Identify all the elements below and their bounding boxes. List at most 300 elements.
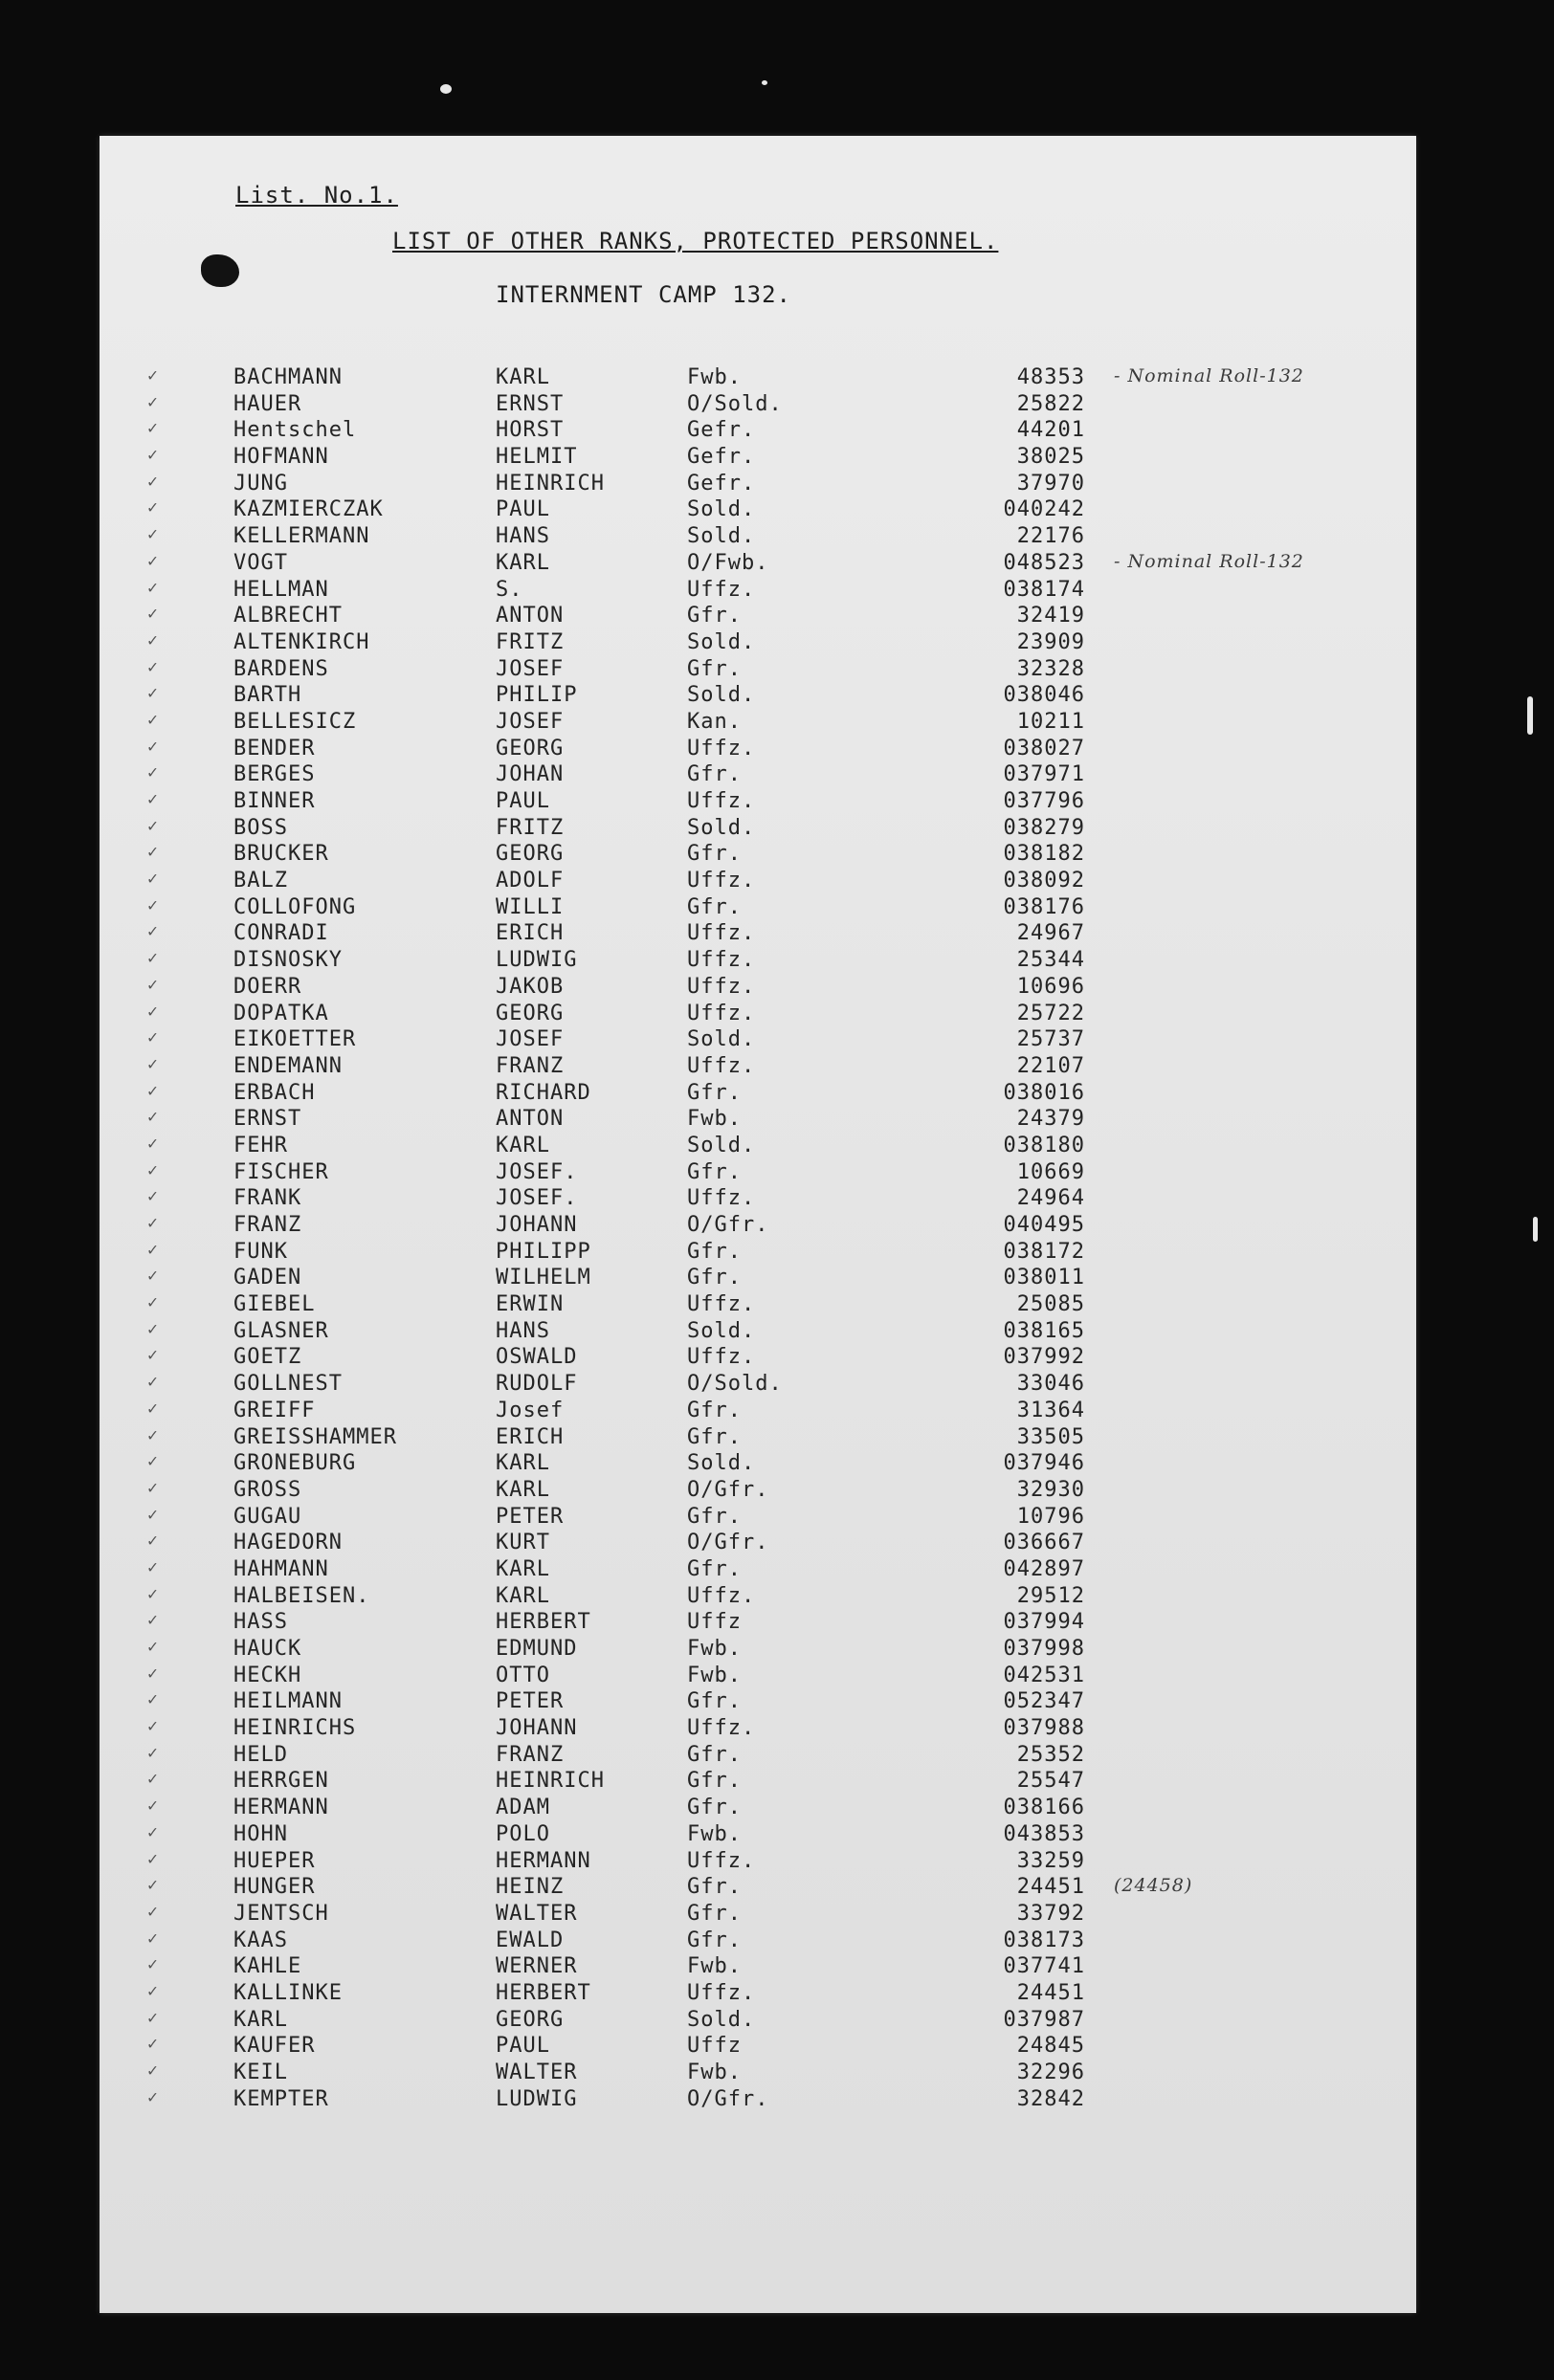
given-name: JOHAN [496, 762, 565, 787]
list-item [100, 418, 1416, 445]
surname: Hentschel [233, 418, 357, 443]
ink-blot [201, 254, 239, 287]
given-name: JOSEF. [496, 1159, 578, 1184]
list-item [100, 630, 1416, 657]
surname: BERGES [233, 762, 316, 787]
service-number: 037971 [1003, 762, 1085, 787]
given-name: HEINZ [496, 1875, 565, 1900]
given-name: ADAM [496, 1796, 550, 1820]
rank: Gfr. [687, 842, 742, 867]
given-name: ERICH [496, 921, 565, 946]
list-item [100, 1822, 1416, 1849]
given-name: KARL [496, 1451, 550, 1476]
given-name: LUDWIG [496, 2086, 578, 2111]
given-name: ANTON [496, 1107, 565, 1132]
list-item [100, 1451, 1416, 1478]
check-mark-icon: ✓ [147, 524, 159, 545]
service-number: 10211 [1016, 709, 1085, 734]
service-number: 037987 [1003, 2007, 1085, 2032]
surname: KALLINKE [233, 1980, 343, 2005]
surname: GROSS [233, 1477, 302, 1502]
rank: Fwb. [687, 1107, 742, 1132]
rank: Gfr. [687, 656, 742, 681]
check-mark-icon: ✓ [147, 471, 159, 492]
service-number: 037796 [1003, 789, 1085, 813]
check-mark-icon: ✓ [147, 921, 159, 942]
list-item [100, 657, 1416, 684]
given-name: JOSEF [496, 656, 565, 681]
rank: Gfr. [687, 762, 742, 787]
rank: Sold. [687, 815, 756, 840]
given-name: JOSEF. [496, 1186, 578, 1211]
given-name: HEINRICH [496, 471, 605, 496]
list-item [100, 1213, 1416, 1240]
list-item [100, 1319, 1416, 1346]
list-item [100, 789, 1416, 816]
rank: O/Sold. [687, 391, 783, 416]
list-item [100, 1584, 1416, 1611]
given-name: HORST [496, 418, 565, 443]
service-number: 038174 [1003, 577, 1085, 602]
service-number: 31364 [1016, 1398, 1085, 1422]
list-item [100, 762, 1416, 789]
check-mark-icon: ✓ [147, 1796, 159, 1817]
service-number: 10696 [1016, 974, 1085, 999]
rank: Fwb. [687, 2060, 742, 2084]
rank: Gfr. [687, 1398, 742, 1422]
service-number: 25352 [1016, 1742, 1085, 1767]
rank: Fwb. [687, 1954, 742, 1979]
check-mark-icon: ✓ [147, 2086, 159, 2107]
rank: Fwb. [687, 365, 742, 389]
service-number: 043853 [1003, 1821, 1085, 1846]
list-item [100, 365, 1416, 392]
document-subtitle: INTERNMENT CAMP 132. [496, 281, 791, 308]
surname: HUEPER [233, 1848, 316, 1873]
surname: FISCHER [233, 1159, 329, 1184]
check-mark-icon: ✓ [147, 497, 159, 518]
given-name: Josef [496, 1398, 565, 1422]
rank: Fwb. [687, 1821, 742, 1846]
rank: Uffz. [687, 736, 756, 760]
check-mark-icon: ✓ [147, 1556, 159, 1577]
given-name: GEORG [496, 1001, 565, 1025]
check-mark-icon: ✓ [147, 1372, 159, 1393]
service-number: 33505 [1016, 1424, 1085, 1449]
check-mark-icon: ✓ [147, 709, 159, 730]
list-item [100, 975, 1416, 1002]
surname: KAHLE [233, 1954, 302, 1979]
given-name: GEORG [496, 842, 565, 867]
rank: Gfr. [687, 1769, 742, 1794]
surname: BINNER [233, 789, 316, 813]
surname: HECKH [233, 1663, 302, 1687]
surname: HEINRICHS [233, 1716, 357, 1741]
check-mark-icon: ✓ [147, 974, 159, 995]
check-mark-icon: ✓ [147, 604, 159, 625]
rank: Kan. [687, 709, 742, 734]
service-number: 038165 [1003, 1318, 1085, 1343]
given-name: HERBERT [496, 1980, 591, 2005]
surname: JENTSCH [233, 1901, 329, 1926]
list-item [100, 472, 1416, 498]
given-name: RICHARD [496, 1080, 591, 1105]
service-number: 037946 [1003, 1451, 1085, 1476]
given-name: HANS [496, 1318, 550, 1343]
check-mark-icon: ✓ [147, 577, 159, 598]
check-mark-icon: ✓ [147, 1875, 159, 1896]
service-number: 038166 [1003, 1796, 1085, 1820]
service-number: 038011 [1003, 1266, 1085, 1290]
check-mark-icon: ✓ [147, 1053, 159, 1074]
rank: Uffz. [687, 1345, 756, 1370]
check-mark-icon: ✓ [147, 1742, 159, 1763]
surname: DOERR [233, 974, 302, 999]
given-name: GEORG [496, 736, 565, 760]
rank: O/Fwb. [687, 550, 769, 575]
surname: FUNK [233, 1239, 288, 1264]
service-number: 037988 [1003, 1716, 1085, 1741]
list-item [100, 1689, 1416, 1716]
given-name: PHILIPP [496, 1239, 591, 1264]
document-title: LIST OF OTHER RANKS, PROTECTED PERSONNEL. [392, 228, 999, 254]
rank: Sold. [687, 1027, 756, 1052]
list-item [100, 1637, 1416, 1664]
rank: Uffz. [687, 577, 756, 602]
surname: DOPATKA [233, 1001, 329, 1025]
rank: Fwb. [687, 1663, 742, 1687]
service-number: 25722 [1016, 1001, 1085, 1025]
service-number: 10796 [1016, 1504, 1085, 1529]
given-name: PHILIP [496, 683, 578, 708]
given-name: ERWIN [496, 1292, 565, 1317]
given-name: PAUL [496, 497, 550, 522]
given-name: WALTER [496, 1901, 578, 1926]
service-number: 32842 [1016, 2086, 1085, 2111]
given-name: KARL [496, 550, 550, 575]
list-number: List. No.1. [235, 182, 398, 209]
given-name: KARL [496, 1477, 550, 1502]
rank: Uffz. [687, 1980, 756, 2005]
surname: GOETZ [233, 1345, 302, 1370]
given-name: KARL [496, 1583, 550, 1608]
surname: JUNG [233, 471, 288, 496]
surname: HASS [233, 1610, 288, 1635]
service-number: 48353 [1016, 365, 1085, 389]
check-mark-icon: ✓ [147, 948, 159, 969]
service-number: 22176 [1016, 524, 1085, 549]
check-mark-icon: ✓ [147, 1239, 159, 1260]
list-item [100, 524, 1416, 551]
given-name: WILHELM [496, 1266, 591, 1290]
list-item [100, 1107, 1416, 1134]
given-name: HANS [496, 524, 550, 549]
check-mark-icon: ✓ [147, 1980, 159, 2001]
list-item [100, 1557, 1416, 1584]
rank: Uffz. [687, 921, 756, 946]
check-mark-icon: ✓ [147, 2034, 159, 2055]
rank: Sold. [687, 629, 756, 654]
given-name: ANTON [496, 604, 565, 628]
service-number: 24967 [1016, 921, 1085, 946]
list-item [100, 1505, 1416, 1532]
list-item [100, 2008, 1416, 2035]
list-item [100, 1266, 1416, 1292]
check-mark-icon: ✓ [147, 1027, 159, 1048]
given-name: HERMANN [496, 1848, 591, 1873]
list-item [100, 1345, 1416, 1372]
list-item [100, 842, 1416, 869]
rank: O/Gfr. [687, 1477, 769, 1502]
rank: Sold. [687, 524, 756, 549]
list-item [100, 1531, 1416, 1557]
given-name: FRITZ [496, 815, 565, 840]
rank: O/Gfr. [687, 1213, 769, 1237]
surname: HELD [233, 1742, 288, 1767]
check-mark-icon: ✓ [147, 762, 159, 783]
rank: Fwb. [687, 1637, 742, 1661]
rank: Uffz. [687, 948, 756, 973]
surname: GRONEBURG [233, 1451, 357, 1476]
rank: Uffz. [687, 1848, 756, 1873]
surname: CONRADI [233, 921, 329, 946]
surname: HALBEISEN. [233, 1583, 370, 1608]
list-item [100, 1134, 1416, 1160]
check-mark-icon: ✓ [147, 1583, 159, 1604]
service-number: 038172 [1003, 1239, 1085, 1264]
check-mark-icon: ✓ [147, 1821, 159, 1842]
given-name: OSWALD [496, 1345, 578, 1370]
surname: EIKOETTER [233, 1027, 357, 1052]
check-mark-icon: ✓ [147, 683, 159, 704]
check-mark-icon: ✓ [147, 1080, 159, 1101]
surname: HAGEDORN [233, 1531, 343, 1555]
service-number: 038092 [1003, 869, 1085, 893]
surname: ENDEMANN [233, 1053, 343, 1078]
surname: BRUCKER [233, 842, 329, 867]
surname: GOLLNEST [233, 1372, 343, 1397]
surname: HAUCK [233, 1637, 302, 1661]
check-mark-icon: ✓ [147, 736, 159, 757]
surname: ALTENKIRCH [233, 629, 370, 654]
check-mark-icon: ✓ [147, 418, 159, 439]
list-item [100, 1160, 1416, 1187]
service-number: 048523 [1003, 550, 1085, 575]
list-item [100, 1796, 1416, 1822]
rank: Sold. [687, 683, 756, 708]
surname: GADEN [233, 1266, 302, 1290]
check-mark-icon: ✓ [147, 1477, 159, 1498]
surname: GUGAU [233, 1504, 302, 1529]
service-number: 23909 [1016, 629, 1085, 654]
surname: KEIL [233, 2060, 288, 2084]
surname: BELLESICZ [233, 709, 357, 734]
list-item [100, 1954, 1416, 1981]
service-number: 038180 [1003, 1133, 1085, 1157]
list-item [100, 1292, 1416, 1319]
personnel-list [100, 365, 1416, 2113]
service-number: 040495 [1003, 1213, 1085, 1237]
rank: Uffz [687, 1610, 742, 1635]
list-item [100, 445, 1416, 472]
surname: FEHR [233, 1133, 288, 1157]
service-number: 038279 [1003, 815, 1085, 840]
rank: Uffz. [687, 869, 756, 893]
given-name: KARL [496, 1556, 550, 1581]
given-name: POLO [496, 1821, 550, 1846]
check-mark-icon: ✓ [147, 1213, 159, 1233]
service-number: 38025 [1016, 445, 1085, 470]
service-number: 33792 [1016, 1901, 1085, 1926]
service-number: 22107 [1016, 1053, 1085, 1078]
rank: Gfr. [687, 1901, 742, 1926]
rank: Uffz. [687, 1186, 756, 1211]
service-number: 32328 [1016, 656, 1085, 681]
check-mark-icon: ✓ [147, 1663, 159, 1684]
surname: GLASNER [233, 1318, 329, 1343]
surname: BARTH [233, 683, 302, 708]
given-name: ERICH [496, 1424, 565, 1449]
list-item [100, 1849, 1416, 1876]
list-item [100, 1425, 1416, 1452]
rank: Uffz. [687, 1001, 756, 1025]
rank: Sold. [687, 1318, 756, 1343]
surname: KAZMIERCZAK [233, 497, 384, 522]
surname: GREISSHAMMER [233, 1424, 397, 1449]
service-number: 44201 [1016, 418, 1085, 443]
check-mark-icon: ✓ [147, 550, 159, 571]
given-name: KARL [496, 365, 550, 389]
given-name: HEINRICH [496, 1769, 605, 1794]
service-number: 040242 [1003, 497, 1085, 522]
check-mark-icon: ✓ [147, 815, 159, 836]
surname: GIEBEL [233, 1292, 316, 1317]
service-number: 038027 [1003, 736, 1085, 760]
service-number: 37970 [1016, 471, 1085, 496]
check-mark-icon: ✓ [147, 391, 159, 412]
check-mark-icon: ✓ [147, 365, 159, 386]
service-number: 25737 [1016, 1027, 1085, 1052]
list-item [100, 1372, 1416, 1399]
list-item [100, 1743, 1416, 1770]
rank: Sold. [687, 2007, 756, 2032]
check-mark-icon: ✓ [147, 1133, 159, 1154]
check-mark-icon: ✓ [147, 1689, 159, 1710]
check-mark-icon: ✓ [147, 842, 159, 863]
surname: HOFMANN [233, 445, 329, 470]
check-mark-icon: ✓ [147, 1769, 159, 1790]
list-item [100, 710, 1416, 737]
rank: Gefr. [687, 471, 756, 496]
service-number: 24451 [1016, 1875, 1085, 1900]
list-item [100, 2034, 1416, 2060]
rank: O/Gfr. [687, 1531, 769, 1555]
check-mark-icon: ✓ [147, 869, 159, 890]
handwritten-note: (24458) [1114, 1875, 1193, 1897]
surname: KEMPTER [233, 2086, 329, 2111]
list-item [100, 2087, 1416, 2114]
check-mark-icon: ✓ [147, 1292, 159, 1313]
rank: Uffz [687, 2034, 742, 2059]
given-name: EDMUND [496, 1637, 578, 1661]
check-mark-icon: ✓ [147, 1001, 159, 1022]
list-item [100, 1769, 1416, 1796]
surname: FRANZ [233, 1213, 302, 1237]
surname: KAAS [233, 1928, 288, 1952]
list-item [100, 1902, 1416, 1928]
check-mark-icon: ✓ [147, 1398, 159, 1419]
check-mark-icon: ✓ [147, 1610, 159, 1631]
service-number: 32296 [1016, 2060, 1085, 2084]
service-number: 24964 [1016, 1186, 1085, 1211]
rank: Gfr. [687, 1556, 742, 1581]
list-item [100, 948, 1416, 975]
check-mark-icon: ✓ [147, 1159, 159, 1180]
rank: Gefr. [687, 418, 756, 443]
check-mark-icon: ✓ [147, 2007, 159, 2028]
list-item [100, 869, 1416, 895]
check-mark-icon: ✓ [147, 2060, 159, 2081]
service-number: 10669 [1016, 1159, 1085, 1184]
list-item [100, 1081, 1416, 1108]
service-number: 32930 [1016, 1477, 1085, 1502]
list-item [100, 1664, 1416, 1690]
check-mark-icon: ✓ [147, 1637, 159, 1657]
list-item [100, 551, 1416, 578]
list-item [100, 497, 1416, 524]
service-number: 29512 [1016, 1583, 1085, 1608]
list-item [100, 2060, 1416, 2087]
list-item [100, 604, 1416, 630]
list-item [100, 683, 1416, 710]
given-name: EWALD [496, 1928, 565, 1952]
given-name: FRANZ [496, 1053, 565, 1078]
surname: HUNGER [233, 1875, 316, 1900]
check-mark-icon: ✓ [147, 789, 159, 809]
service-number: 25547 [1016, 1769, 1085, 1794]
rank: Uffz. [687, 1583, 756, 1608]
given-name: ADOLF [496, 869, 565, 893]
list-item [100, 816, 1416, 843]
check-mark-icon: ✓ [147, 894, 159, 915]
check-mark-icon: ✓ [147, 1424, 159, 1445]
given-name: KURT [496, 1531, 550, 1555]
rank: Sold. [687, 1451, 756, 1476]
rank: O/Gfr. [687, 2086, 769, 2111]
list-item [100, 921, 1416, 948]
service-number: 037992 [1003, 1345, 1085, 1370]
check-mark-icon: ✓ [147, 1318, 159, 1339]
surname: COLLOFONG [233, 894, 357, 919]
surname: BENDER [233, 736, 316, 760]
surname: GREIFF [233, 1398, 316, 1422]
check-mark-icon: ✓ [147, 656, 159, 677]
rank: Uffz. [687, 789, 756, 813]
given-name: RUDOLF [496, 1372, 578, 1397]
rank: Gfr. [687, 1080, 742, 1105]
check-mark-icon: ✓ [147, 1266, 159, 1287]
service-number: 25085 [1016, 1292, 1085, 1317]
surname: HELLMAN [233, 577, 329, 602]
check-mark-icon: ✓ [147, 1451, 159, 1472]
service-number: 037994 [1003, 1610, 1085, 1635]
check-mark-icon: ✓ [147, 1848, 159, 1869]
check-mark-icon: ✓ [147, 1107, 159, 1128]
given-name: JOHANN [496, 1716, 578, 1741]
service-number: 038046 [1003, 683, 1085, 708]
surname: HAUER [233, 391, 302, 416]
rank: Gfr. [687, 1159, 742, 1184]
